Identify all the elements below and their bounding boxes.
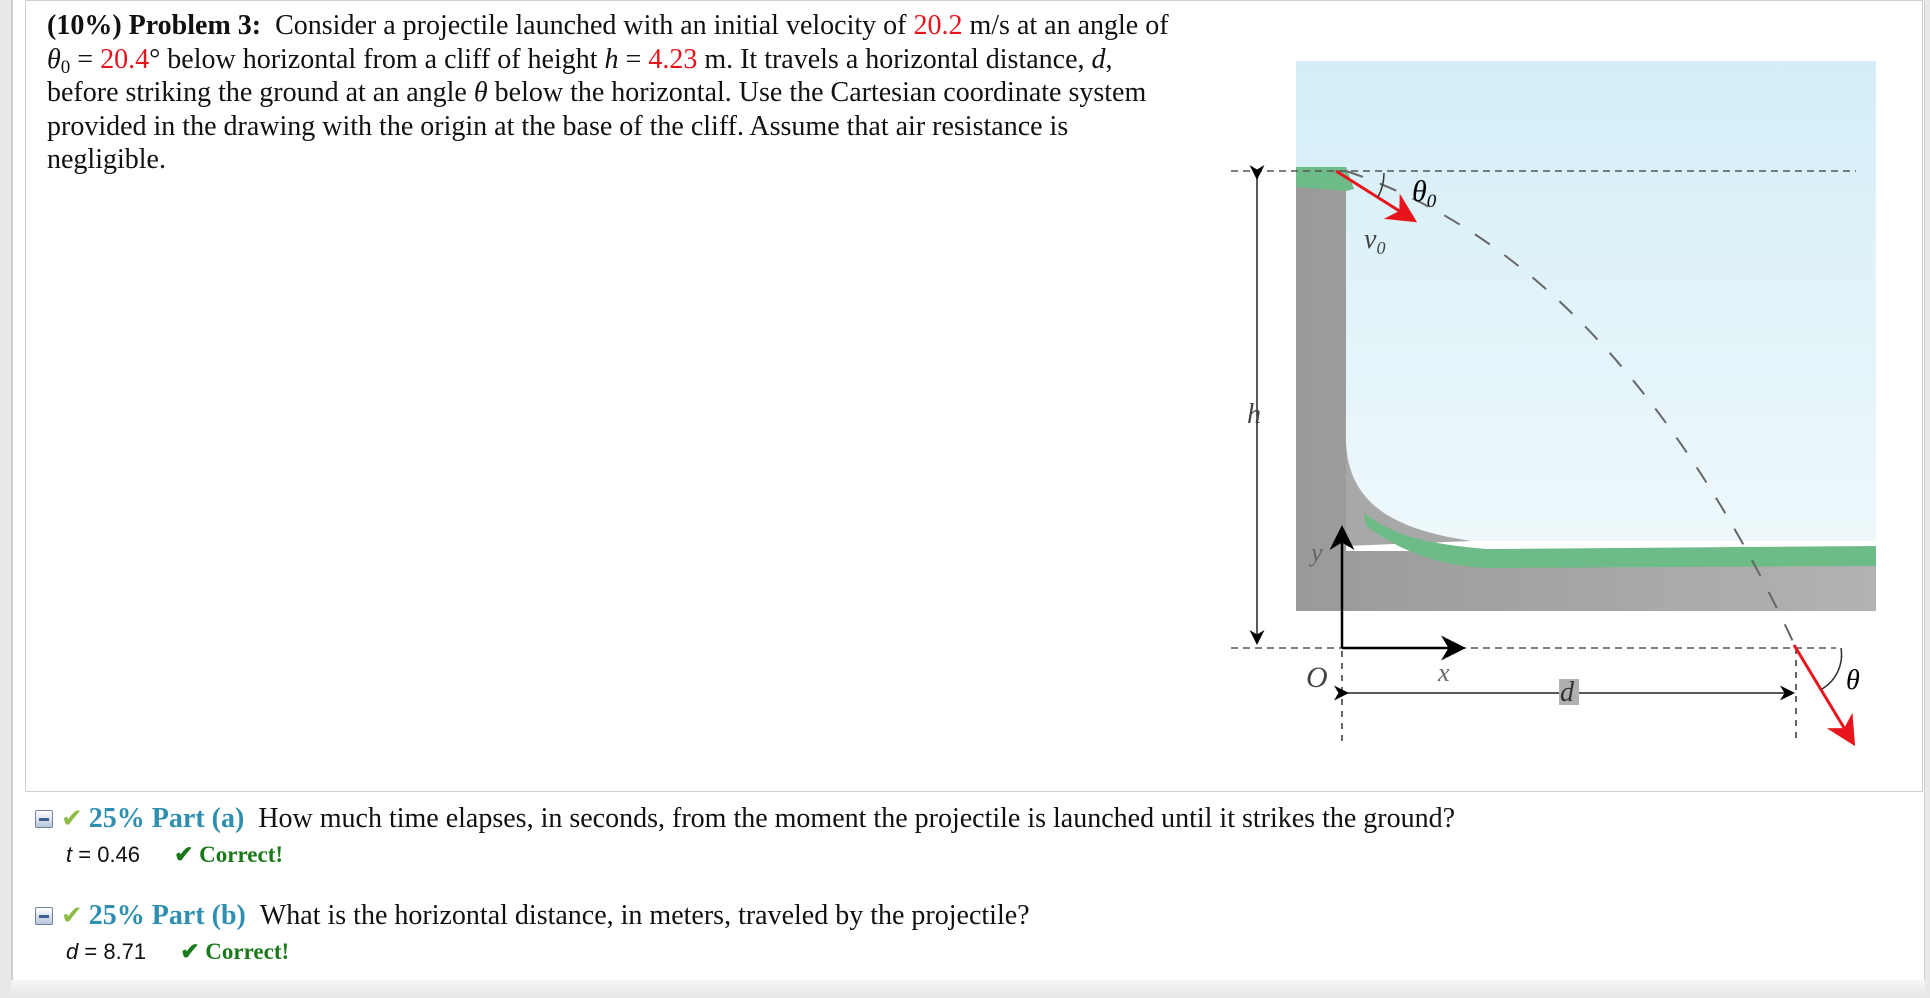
problem-statement <box>47 9 1187 177</box>
theta-symbol: θ <box>473 77 488 108</box>
x-axis-label: x <box>1438 658 1450 687</box>
problem-weight: (10%) <box>47 10 122 41</box>
y-axis-label: y <box>1311 538 1323 567</box>
impact-velocity-arrow <box>1794 645 1852 741</box>
v0-value: 20.2 <box>913 10 963 41</box>
part-b-question: What is the horizontal distance, in meters, traveled by the projectile? <box>259 900 1030 931</box>
problem-panel <box>25 0 1923 792</box>
theta0-value: 20.4 <box>100 43 150 75</box>
statement-text-4: m. It travels a horizontal distance, <box>704 43 1085 75</box>
checkmark-icon: ✔ <box>61 804 83 834</box>
part-a-header <box>35 803 1455 835</box>
checkmark-icon: ✔ <box>61 901 83 931</box>
origin-label: O <box>1306 661 1328 694</box>
projectile-figure <box>1216 41 1930 761</box>
correct-status: ✔ Correct! <box>180 939 290 964</box>
statement-text-2: m/s at an angle of <box>969 10 1169 41</box>
answer-value: 8.71 <box>103 939 147 964</box>
part-a-question: How much time elapses, in seconds, from the moment the projectile is launched until it strikes the ground? <box>258 803 1456 834</box>
answer-equals: = <box>78 939 104 964</box>
part-a-label: 25% Part (a) <box>88 803 245 834</box>
d-symbol: d <box>1091 43 1106 75</box>
statement-text-1: Consider a projectile launched with an initial velocity of <box>275 10 907 41</box>
h-symbol: h <box>604 43 619 75</box>
part-b-answer <box>66 939 289 965</box>
theta0-label: $\theta_0$ <box>1412 175 1437 212</box>
theta0-subscript: 0 <box>60 56 71 78</box>
equals-1: = <box>77 43 94 75</box>
collapse-icon[interactable] <box>35 810 53 828</box>
page-frame <box>11 0 1925 998</box>
sky-background <box>1296 61 1876 541</box>
answer-equals: = <box>72 842 98 867</box>
answer-symbol: t <box>66 842 73 867</box>
equals-2: = <box>625 43 642 75</box>
correct-status: ✔ Correct! <box>174 842 284 867</box>
statement-text-3: below horizontal from a cliff of height <box>167 43 598 75</box>
bottom-bar <box>11 980 1925 998</box>
h-value: 4.23 <box>648 43 698 75</box>
part-b-header <box>35 900 1030 932</box>
theta-label: θ <box>1846 665 1860 696</box>
part-b-label: 25% Part (b) <box>88 900 246 931</box>
h-label: h <box>1247 399 1261 430</box>
d-label: d <box>1560 677 1574 708</box>
part-a-answer <box>66 842 283 868</box>
collapse-icon[interactable] <box>35 907 53 925</box>
v0-label: $v_0$ <box>1364 224 1386 258</box>
answer-value: 0.46 <box>97 842 141 867</box>
degree-sign: ° <box>149 43 161 75</box>
problem-title: Problem 3: <box>128 10 262 41</box>
theta0-symbol: θ <box>47 43 61 75</box>
statement-text-6: below the horizontal. Use the Cartesian coordinate system provided in the drawing with the origin at the base of the cliff. Assume that air resistance is negligible. <box>47 77 1147 175</box>
answer-symbol: d <box>66 939 79 964</box>
statement-text-5: , before striking the ground at an angle <box>47 43 1113 108</box>
theta-arc <box>1822 648 1842 689</box>
